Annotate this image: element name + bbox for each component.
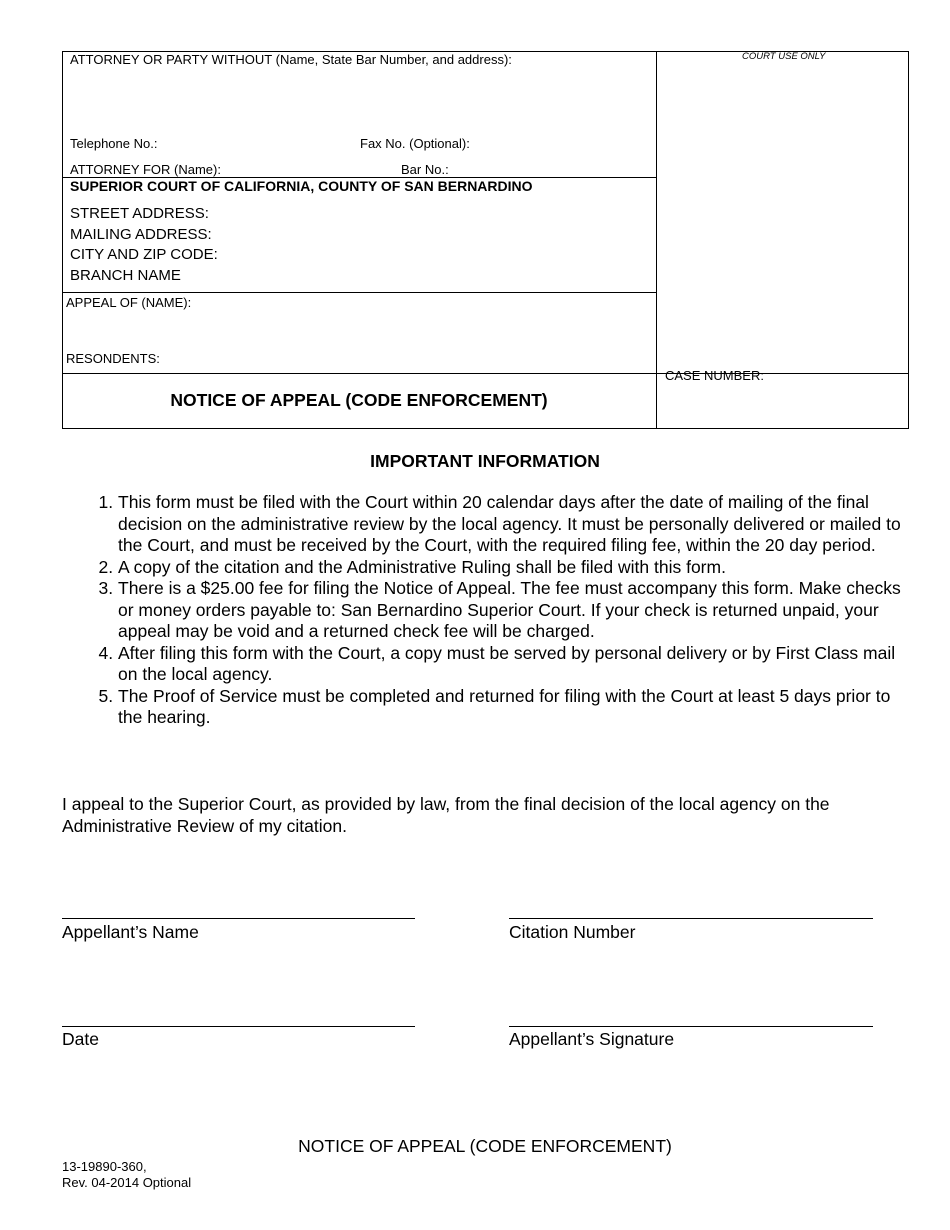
city-zip-label: CITY AND ZIP CODE:	[70, 246, 218, 263]
list-item: 3. There is a $25.00 fee for filing the Notice of Appeal. The fee must accompany this form. Make checks or money orders payable to: San Bernardino Superior Court. If your check is returned unpaid, your appeal may be void and a returned check fee will be charged.	[118, 578, 910, 643]
court-name: SUPERIOR COURT OF CALIFORNIA, COUNTY OF SAN BERNARDINO	[70, 178, 533, 194]
date-line[interactable]	[62, 1026, 415, 1027]
appeal-statement: I appeal to the Superior Court, as provided by law, from the final decision of the local agency on the Administrative Review of my citation.	[62, 794, 830, 836]
court-use-only-label: COURT USE ONLY	[742, 51, 826, 62]
important-heading: IMPORTANT INFORMATION	[370, 451, 600, 471]
appeal-of-label: APPEAL OF (NAME):	[66, 295, 192, 310]
street-address-label: STREET ADDRESS:	[70, 205, 209, 222]
appellant-signature-line[interactable]	[509, 1026, 873, 1027]
appellant-name-label: Appellant’s Name	[62, 922, 199, 942]
bar-no-label: Bar No.:	[401, 162, 449, 177]
footer-title: NOTICE OF APPEAL (CODE ENFORCEMENT)	[298, 1136, 672, 1156]
branch-name-label: BRANCH NAME	[70, 267, 181, 284]
citation-number-line[interactable]	[509, 918, 873, 919]
citation-number-label: Citation Number	[509, 922, 636, 942]
attorney-label: ATTORNEY OR PARTY WITHOUT (Name, State Bar Number, and address):	[70, 52, 512, 67]
important-list	[90, 492, 910, 729]
caption-divider-parties	[62, 373, 909, 374]
case-number-label: CASE NUMBER:	[665, 368, 764, 383]
appellant-signature-label: Appellant’s Signature	[509, 1029, 675, 1049]
form-number: 13-19890-360,	[62, 1159, 147, 1174]
mailing-address-label: MAILING ADDRESS:	[70, 226, 212, 243]
telephone-label: Telephone No.:	[70, 136, 158, 151]
list-item: 4. After filing this form with the Court, a copy must be served by personal delivery or by First Class mail on the local agency.	[118, 643, 910, 686]
list-item: 1. This form must be filed with the Court within 20 calendar days after the date of mailing of the final decision on the administrative review by the local agency. It must be personally delivered or mailed to the Court, and must be received by the Court, with the required filing fee, within the 20 day period.	[118, 492, 910, 557]
form-revision: Rev. 04-2014 Optional	[62, 1175, 192, 1190]
respondents-label: RESONDENTS:	[66, 351, 160, 366]
appellant-name-line[interactable]	[62, 918, 415, 919]
attorney-for-label: ATTORNEY FOR (Name):	[70, 162, 221, 177]
form-title: NOTICE OF APPEAL (CODE ENFORCEMENT)	[170, 390, 548, 410]
date-label: Date	[62, 1029, 99, 1049]
caption-divider-court	[62, 292, 656, 293]
fax-label: Fax No. (Optional):	[360, 136, 470, 151]
list-item: 2. A copy of the citation and the Administrative Ruling shall be filed with this form.	[118, 557, 910, 579]
list-item: 5. The Proof of Service must be completed and returned for filing with the Court at least 5 days prior to the hearing.	[118, 686, 910, 729]
